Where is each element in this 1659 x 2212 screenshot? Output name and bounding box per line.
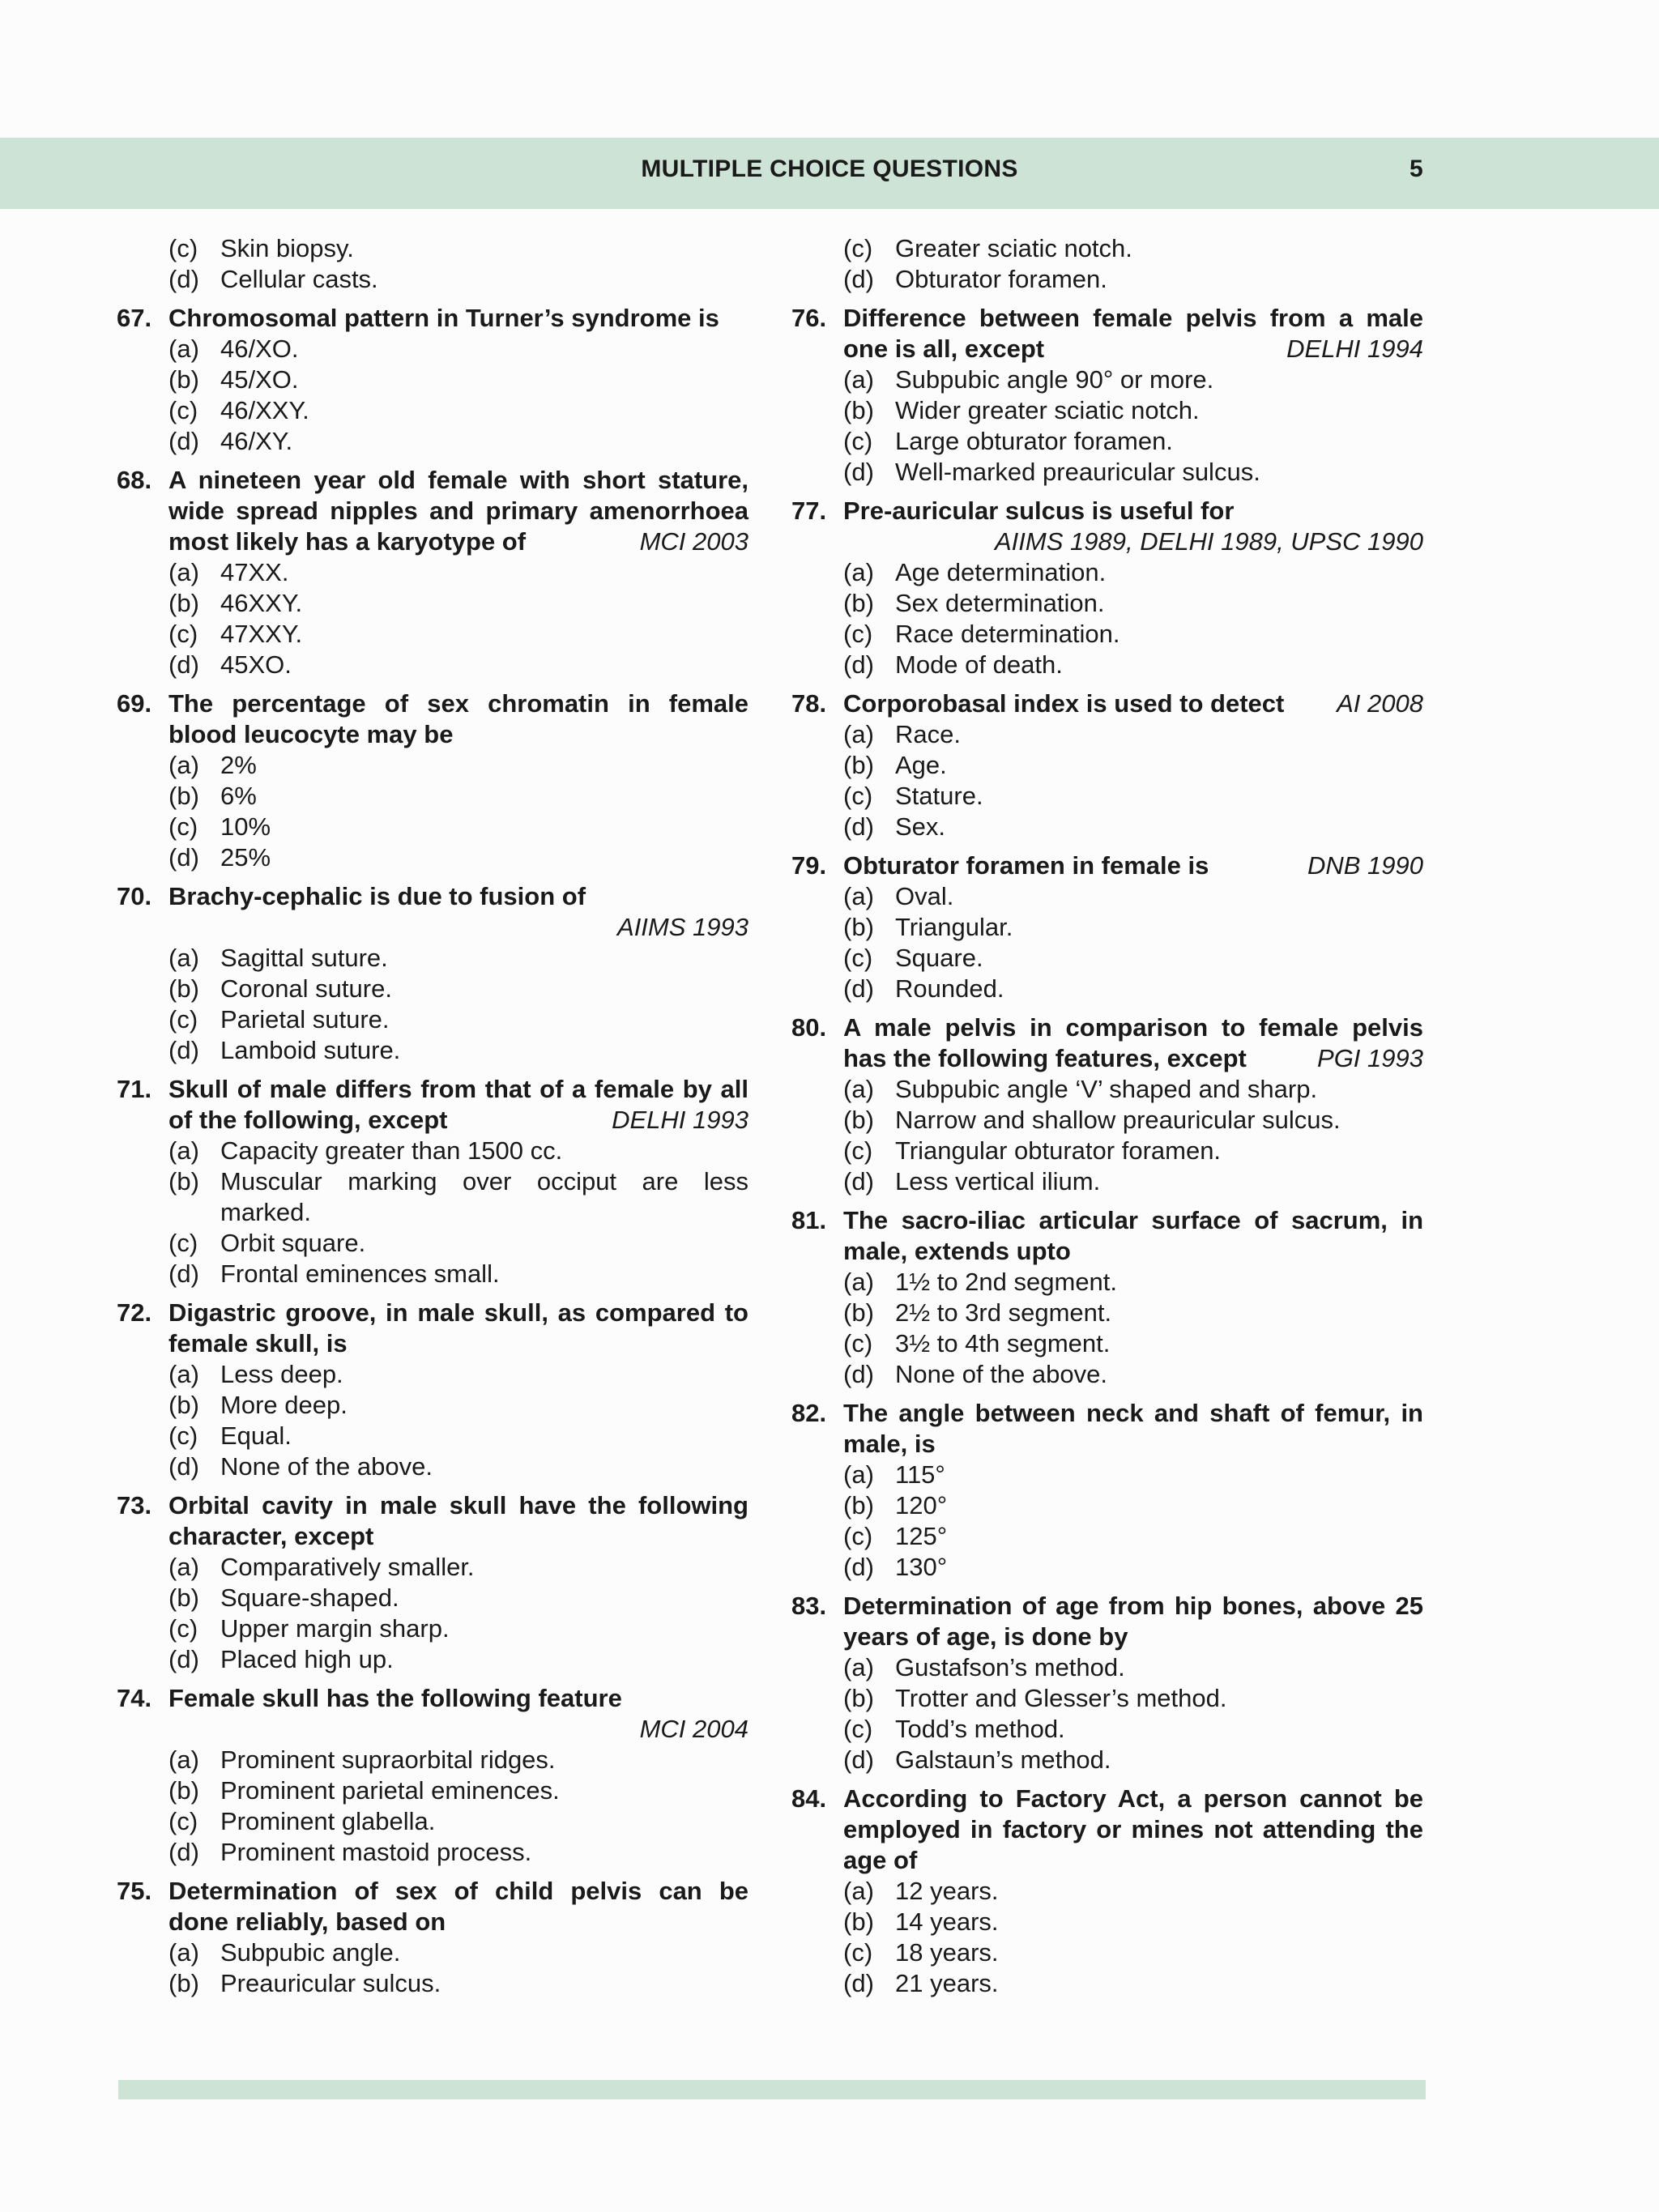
option-c: (c) Equal. — [168, 1421, 292, 1450]
option-b: (b) Wider greater sciatic notch. — [843, 396, 1200, 424]
question-text: 80. A male pelvis in comparison to female pelvis — [791, 1013, 1423, 1042]
question-text: 68. A nineteen year old female with short stature, — [117, 466, 748, 494]
option-b: (b) More deep. — [168, 1391, 348, 1419]
option-c: (c) Stature. — [843, 782, 983, 810]
question-text: most likely has a karyotype of MCI 2003 — [168, 527, 748, 556]
option-b: (b) Prominent parietal eminences. — [168, 1776, 560, 1805]
question-66-continued — [117, 233, 748, 295]
option-c: (c) Greater sciatic notch. — [843, 234, 1132, 262]
question-text: 69. The percentage of sex chromatin in female — [117, 689, 748, 718]
question-80 — [791, 1012, 1423, 1197]
option-c: (c) 18 years. — [843, 1938, 999, 1967]
option-c: (c) 46/XXY. — [168, 396, 309, 424]
question-77 — [791, 496, 1423, 680]
option-c: (c) Triangular obturator foramen. — [843, 1136, 1222, 1165]
question-text: 82. The angle between neck and shaft of femur, in — [791, 1399, 1423, 1427]
exam-source: AIIMS 1993 — [617, 913, 748, 941]
question-text: 77. Pre-auricular sulcus is useful for — [791, 497, 1235, 525]
question-75 — [117, 1876, 748, 1999]
option-d: (d) Obturator foramen. — [843, 265, 1107, 293]
option-b-continued: marked. — [220, 1198, 311, 1226]
option-d: (d) 21 years. — [843, 1969, 999, 1997]
question-number: 76. — [791, 304, 827, 332]
option-d: (d) Frontal eminences small. — [168, 1259, 500, 1288]
question-text: employed in factory or mines not attending the — [843, 1815, 1423, 1843]
question-number: 67. — [117, 304, 152, 332]
question-67 — [117, 303, 748, 457]
question-68 — [117, 465, 748, 680]
exam-source: AI 2008 — [1337, 689, 1423, 718]
right-column — [791, 233, 1423, 1999]
option-d: (d) None of the above. — [168, 1452, 433, 1481]
question-number: 73. — [117, 1491, 152, 1519]
exam-source: MCI 2004 — [639, 1715, 748, 1743]
option-a: (a) Subpubic angle ‘V’ shaped and sharp. — [843, 1075, 1318, 1103]
question-82 — [791, 1398, 1423, 1583]
option-b: (b) 6% — [168, 782, 257, 810]
question-number: 74. — [117, 1684, 152, 1712]
exam-source: AIIMS 1989, DELHI 1989, UPSC 1990 — [994, 527, 1423, 556]
option-c: (c) 125° — [843, 1522, 948, 1550]
option-b: (b) 45/XO. — [168, 365, 299, 394]
option-a: (a) Gustafson’s method. — [843, 1653, 1125, 1681]
question-text: male, is — [843, 1430, 936, 1458]
question-76 — [791, 303, 1423, 488]
question-number: 81. — [791, 1206, 827, 1234]
option-a: (a) 12 years. — [843, 1877, 999, 1905]
option-a: (a) Sagittal suture. — [168, 944, 388, 972]
exam-source: PGI 1993 — [1317, 1044, 1423, 1072]
option-c: (c) Upper margin sharp. — [168, 1614, 450, 1643]
option-a: (a) 1½ to 2nd segment. — [843, 1268, 1118, 1296]
question-text: female skull, is — [168, 1329, 348, 1357]
option-d: (d) Rounded. — [843, 974, 1004, 1003]
option-c: (c) Skin biopsy. — [168, 234, 354, 262]
question-number: 79. — [791, 851, 827, 880]
option-d: (d) None of the above. — [843, 1360, 1107, 1388]
option-b: (b) Triangular. — [843, 913, 1013, 941]
option-b: (b) Narrow and shallow preauricular sulcus. — [843, 1106, 1341, 1134]
question-number: 83. — [791, 1592, 827, 1620]
option-a: (a) 2% — [168, 751, 257, 779]
option-c: (c) Large obturator foramen. — [843, 427, 1173, 455]
option-a: (a) Prominent supraorbital ridges. — [168, 1745, 556, 1774]
option-a: (a) Less deep. — [168, 1360, 343, 1388]
option-c: (c) Prominent glabella. — [168, 1807, 436, 1835]
question-number: 84. — [791, 1784, 827, 1813]
question-text: 71. Skull of male differs from that of a female by all — [117, 1075, 748, 1103]
question-text: has the following features, except PGI 1993 — [843, 1044, 1423, 1072]
question-text: years of age, is done by — [843, 1622, 1128, 1651]
question-73 — [117, 1490, 748, 1675]
option-b: (b) Muscular marking over occiput are less — [168, 1167, 748, 1196]
option-d: (d) Lamboid suture. — [168, 1036, 401, 1064]
question-81 — [791, 1205, 1423, 1390]
option-a: (a) 115° — [843, 1460, 945, 1489]
option-d: (d) 45XO. — [168, 650, 292, 679]
question-number: 77. — [791, 497, 827, 525]
option-c: (c) Square. — [843, 944, 983, 972]
option-c: (c) Orbit square. — [168, 1229, 366, 1257]
question-70 — [117, 881, 748, 1066]
question-text: 67. Chromosomal pattern in Turner’s syndrome is — [117, 304, 719, 332]
question-83 — [791, 1591, 1423, 1775]
exam-source: DELHI 1994 — [1286, 335, 1423, 363]
question-text: 84. According to Factory Act, a person cannot be — [791, 1784, 1423, 1813]
question-84 — [791, 1784, 1423, 1999]
question-75-continued — [791, 233, 1423, 295]
option-d: (d) 130° — [843, 1553, 948, 1581]
option-a: (a) Capacity greater than 1500 cc. — [168, 1136, 563, 1165]
option-d: (d) 46/XY. — [168, 427, 293, 455]
option-b: (b) 120° — [843, 1491, 948, 1519]
question-text: character, except — [168, 1522, 374, 1550]
question-text: 70. Brachy-cephalic is due to fusion of — [117, 882, 586, 910]
exam-source: DNB 1990 — [1307, 851, 1423, 880]
question-71 — [117, 1074, 748, 1289]
option-b: (b) 46XXY. — [168, 589, 303, 617]
option-b: (b) Age. — [843, 751, 947, 779]
option-a: (a) Comparatively smaller. — [168, 1553, 475, 1581]
question-text: 83. Determination of age from hip bones, above 25 — [791, 1592, 1423, 1620]
question-number: 68. — [117, 466, 152, 494]
question-74 — [117, 1683, 748, 1868]
option-c: (c) Todd’s method. — [843, 1715, 1065, 1743]
option-a: (a) Oval. — [843, 882, 954, 910]
option-b: (b) Square-shaped. — [168, 1583, 399, 1612]
option-d: (d) Sex. — [843, 812, 946, 841]
page-header-title: MULTIPLE CHOICE QUESTIONS — [641, 156, 1018, 182]
exam-source: MCI 2003 — [639, 527, 748, 556]
option-c: (c) 47XXY. — [168, 620, 303, 648]
question-text: 79. Obturator foramen in female is DNB 1990 — [791, 851, 1423, 880]
question-number: 80. — [791, 1013, 827, 1042]
question-text: 76. Difference between female pelvis from a male — [791, 304, 1423, 332]
question-number: 75. — [117, 1877, 152, 1905]
question-number: 72. — [117, 1298, 152, 1327]
question-79 — [791, 850, 1423, 1004]
option-b: (b) Coronal suture. — [168, 974, 392, 1003]
option-c: (c) 10% — [168, 812, 271, 841]
question-number: 70. — [117, 882, 152, 910]
question-text: male, extends upto — [843, 1237, 1071, 1265]
question-text: 81. The sacro-iliac articular surface of sacrum, in — [791, 1206, 1423, 1234]
exam-source: DELHI 1993 — [612, 1106, 748, 1134]
option-d: (d) Galstaun’s method. — [843, 1745, 1111, 1774]
question-number: 69. — [117, 689, 152, 718]
option-d: (d) Mode of death. — [843, 650, 1063, 679]
option-b: (b) Sex determination. — [843, 589, 1105, 617]
option-d: (d) Prominent mastoid process. — [168, 1838, 532, 1866]
question-text: blood leucocyte may be — [168, 720, 454, 748]
question-text: 75. Determination of sex of child pelvis can be — [117, 1877, 748, 1905]
question-number: 71. — [117, 1075, 152, 1103]
question-number: 82. — [791, 1399, 827, 1427]
option-c: (c) 3½ to 4th segment. — [843, 1329, 1111, 1357]
question-text: 78. Corporobasal index is used to detect AI 2008 — [791, 689, 1423, 718]
footer-bar — [118, 2080, 1426, 2099]
option-b: (b) 2½ to 3rd segment. — [843, 1298, 1112, 1327]
option-a: (a) 46/XO. — [168, 335, 299, 363]
option-c: (c) Race determination. — [843, 620, 1120, 648]
question-69 — [117, 688, 748, 873]
question-text: wide spread nipples and primary amenorrhoea — [168, 497, 748, 525]
option-a: (a) Subpubic angle 90° or more. — [843, 365, 1214, 394]
option-b: (b) 14 years. — [843, 1907, 999, 1936]
question-text: 73. Orbital cavity in male skull have the following — [117, 1491, 748, 1519]
question-text: of the following, except DELHI 1993 — [168, 1106, 748, 1134]
option-a: (a) Race. — [843, 720, 961, 748]
page-number: 5 — [1410, 156, 1423, 182]
question-78 — [791, 688, 1423, 842]
question-number: 78. — [791, 689, 827, 718]
question-text: done reliably, based on — [168, 1907, 446, 1936]
option-d: (d) Cellular casts. — [168, 265, 378, 293]
option-d: (d) Well-marked preauricular sulcus. — [843, 458, 1260, 486]
question-text: one is all, except DELHI 1994 — [843, 335, 1423, 363]
option-b: (b) Preauricular sulcus. — [168, 1969, 441, 1997]
question-text: 74. Female skull has the following feature — [117, 1684, 622, 1712]
option-c: (c) Parietal suture. — [168, 1005, 390, 1034]
question-text: 72. Digastric groove, in male skull, as compared to — [117, 1298, 748, 1327]
option-d: (d) 25% — [168, 843, 271, 872]
option-a: (a) 47XX. — [168, 558, 289, 586]
left-column — [117, 233, 748, 1999]
question-72 — [117, 1298, 748, 1482]
option-d: (d) Placed high up. — [168, 1645, 394, 1673]
question-text: age of — [843, 1846, 918, 1874]
option-a: (a) Age determination. — [843, 558, 1107, 586]
option-a: (a) Subpubic angle. — [168, 1938, 401, 1967]
option-b: (b) Trotter and Glesser’s method. — [843, 1684, 1227, 1712]
option-d: (d) Less vertical ilium. — [843, 1167, 1101, 1196]
